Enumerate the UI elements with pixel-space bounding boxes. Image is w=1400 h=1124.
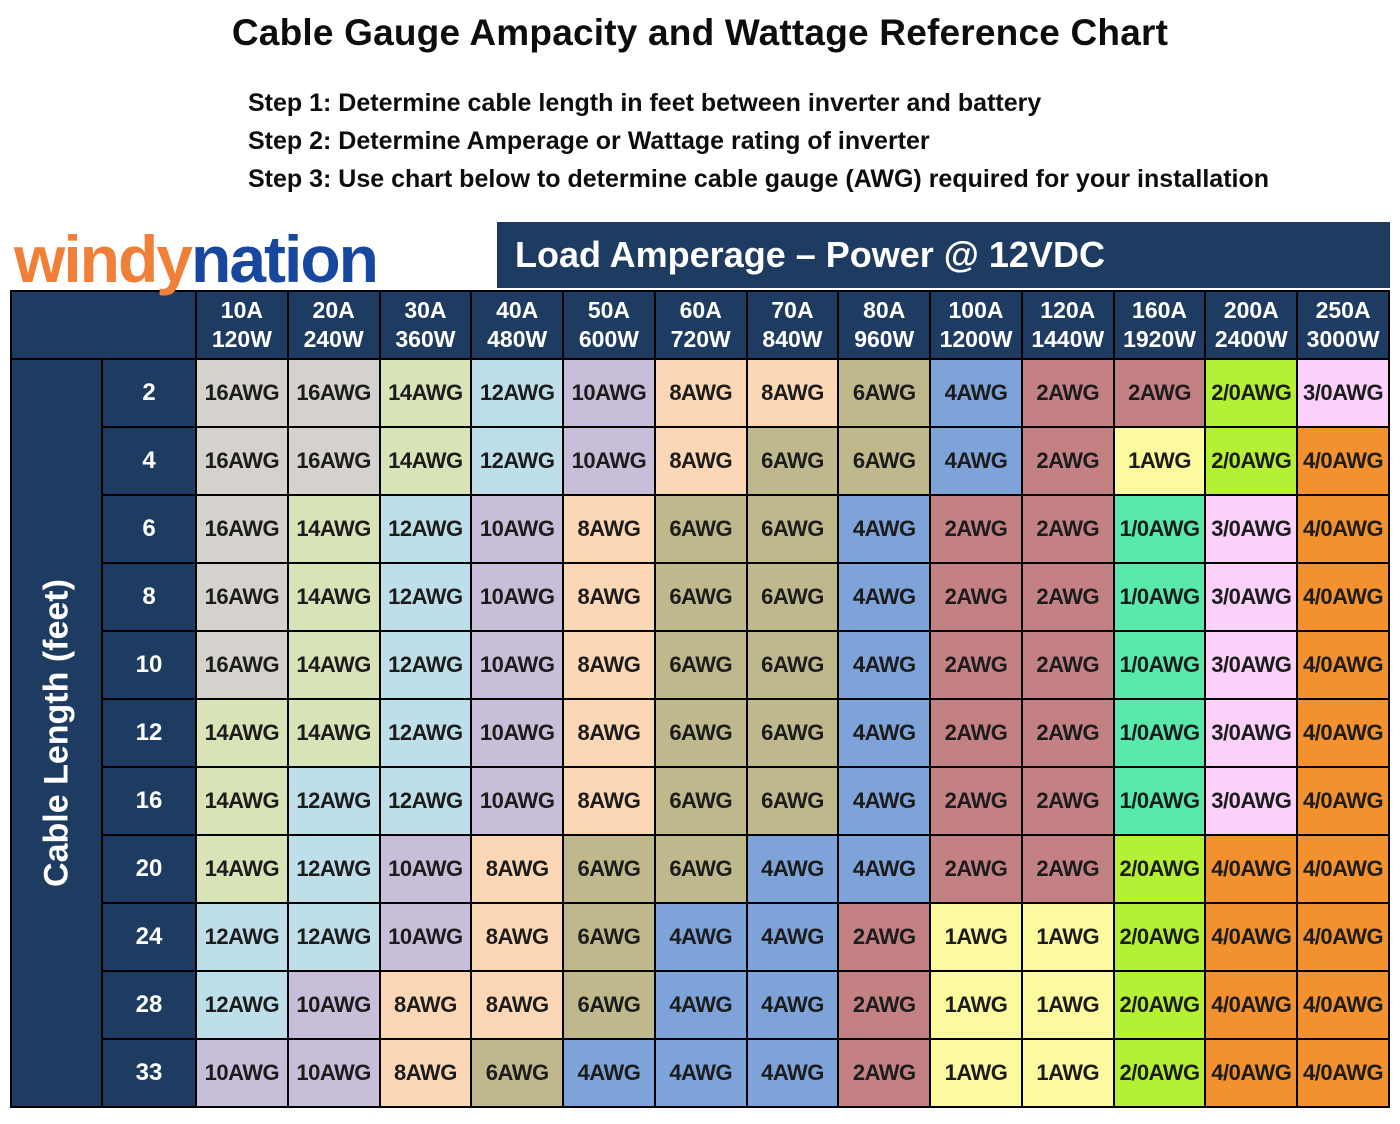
table-row [11, 359, 1389, 427]
gauge-cell: 14AWG [380, 427, 472, 495]
gauge-cell: 6AWG [655, 563, 747, 631]
gauge-cell: 2AWG [930, 631, 1022, 699]
col-header-120A [1022, 291, 1114, 359]
corner-cell [11, 291, 196, 359]
gauge-cell: 1AWG [1022, 971, 1114, 1039]
gauge-cell: 10AWG [471, 495, 563, 563]
table-row [11, 1039, 1389, 1107]
gauge-cell: 2AWG [930, 563, 1022, 631]
gauge-cell: 2AWG [930, 835, 1022, 903]
gauge-cell: 12AWG [288, 903, 380, 971]
amps-label: 160A [1132, 297, 1188, 323]
col-header-250A [1297, 291, 1389, 359]
load-amperage-banner [497, 222, 1390, 288]
gauge-cell: 2AWG [1022, 631, 1114, 699]
row-axis-label: Cable Length (feet) [37, 579, 75, 887]
gauge-cell: 3/0AWG [1205, 495, 1297, 563]
watts-label: 2400W [1214, 326, 1288, 352]
gauge-cell: 3/0AWG [1205, 631, 1297, 699]
amps-label: 10A [220, 297, 263, 323]
step-line-2: Step 2: Determine Amperage or Wattage rating of inverter [248, 127, 930, 155]
gauge-cell: 2AWG [838, 903, 930, 971]
gauge-cell: 4/0AWG [1205, 903, 1297, 971]
amps-label: 30A [404, 297, 447, 323]
watts-label: 1920W [1123, 326, 1196, 352]
table-row [11, 971, 1389, 1039]
step-line-1: Step 1: Determine cable length in feet between inverter and battery [248, 89, 1042, 117]
gauge-cell: 12AWG [380, 767, 472, 835]
gauge-cell: 4AWG [930, 359, 1022, 427]
gauge-cell: 8AWG [563, 563, 655, 631]
row-label-8: 8 [102, 563, 196, 631]
amps-label: 60A [679, 297, 722, 323]
gauge-cell: 14AWG [196, 835, 288, 903]
col-header-100A [930, 291, 1022, 359]
gauge-cell: 10AWG [380, 903, 472, 971]
watts-label: 1440W [1031, 326, 1105, 352]
gauge-cell: 6AWG [655, 835, 747, 903]
row-label-24: 24 [102, 903, 196, 971]
gauge-cell: 10AWG [380, 835, 472, 903]
gauge-cell: 2/0AWG [1205, 427, 1297, 495]
gauge-cell: 2AWG [1022, 767, 1114, 835]
gauge-cell: 2/0AWG [1114, 903, 1206, 971]
row-label-33: 33 [102, 1039, 196, 1107]
gauge-cell: 10AWG [563, 427, 655, 495]
gauge-cell: 12AWG [380, 563, 472, 631]
gauge-cell: 1AWG [930, 903, 1022, 971]
gauge-cell: 4/0AWG [1205, 1039, 1297, 1107]
logo-windy-text: windy [14, 222, 192, 296]
gauge-cell: 4/0AWG [1205, 971, 1297, 1039]
gauge-cell: 4AWG [747, 835, 839, 903]
gauge-cell: 4/0AWG [1205, 835, 1297, 903]
gauge-cell: 14AWG [288, 495, 380, 563]
gauge-cell: 4AWG [838, 835, 930, 903]
watts-label: 720W [670, 326, 731, 352]
gauge-cell: 8AWG [380, 1039, 472, 1107]
logo-nation-text: nation [191, 222, 377, 296]
amps-label: 40A [496, 297, 539, 323]
gauge-cell: 3/0AWG [1205, 699, 1297, 767]
gauge-cell: 2AWG [1022, 427, 1114, 495]
watts-label: 240W [303, 326, 364, 352]
gauge-cell: 4/0AWG [1297, 495, 1389, 563]
gauge-cell: 4AWG [655, 971, 747, 1039]
gauge-cell: 3/0AWG [1297, 359, 1389, 427]
gauge-cell: 12AWG [471, 359, 563, 427]
gauge-cell: 1AWG [930, 1039, 1022, 1107]
gauge-cell: 6AWG [747, 767, 839, 835]
gauge-cell: 1/0AWG [1114, 699, 1206, 767]
gauge-cell: 16AWG [288, 427, 380, 495]
amps-label: 50A [587, 297, 631, 323]
header-row [11, 291, 1389, 359]
gauge-cell: 1/0AWG [1114, 563, 1206, 631]
gauge-cell: 2/0AWG [1114, 1039, 1206, 1107]
gauge-cell: 3/0AWG [1205, 767, 1297, 835]
col-header-40A [471, 291, 563, 359]
gauge-cell: 2AWG [1114, 359, 1206, 427]
table-row [11, 495, 1389, 563]
col-header-10A [196, 291, 288, 359]
gauge-cell: 12AWG [288, 767, 380, 835]
table-row [11, 903, 1389, 971]
gauge-cell: 4AWG [655, 1039, 747, 1107]
gauge-cell: 4/0AWG [1297, 971, 1389, 1039]
gauge-cell: 4/0AWG [1297, 699, 1389, 767]
gauge-cell: 8AWG [471, 971, 563, 1039]
gauge-cell: 12AWG [196, 971, 288, 1039]
brand-row [10, 222, 1390, 296]
gauge-cell: 8AWG [471, 835, 563, 903]
gauge-cell: 4AWG [930, 427, 1022, 495]
gauge-cell: 10AWG [196, 1039, 288, 1107]
amps-label: 80A [863, 297, 906, 323]
gauge-cell: 1AWG [1022, 1039, 1114, 1107]
gauge-cell: 10AWG [471, 563, 563, 631]
row-axis-cell [11, 359, 102, 1107]
gauge-cell: 12AWG [196, 903, 288, 971]
gauge-cell: 8AWG [471, 903, 563, 971]
watts-label: 360W [395, 326, 456, 352]
gauge-cell: 6AWG [655, 699, 747, 767]
gauge-cell: 8AWG [380, 971, 472, 1039]
table-row [11, 427, 1389, 495]
row-label-6: 6 [102, 495, 196, 563]
gauge-cell: 1/0AWG [1114, 495, 1206, 563]
gauge-cell: 10AWG [563, 359, 655, 427]
gauge-cell: 16AWG [196, 427, 288, 495]
gauge-cell: 1AWG [930, 971, 1022, 1039]
windynation-logo [10, 222, 497, 296]
row-label-12: 12 [102, 699, 196, 767]
gauge-cell: 2AWG [930, 495, 1022, 563]
gauge-cell: 10AWG [288, 1039, 380, 1107]
gauge-cell: 16AWG [196, 495, 288, 563]
amps-label: 250A [1315, 297, 1371, 323]
gauge-cell: 2/0AWG [1114, 835, 1206, 903]
steps-block [248, 84, 1400, 198]
gauge-cell: 8AWG [563, 631, 655, 699]
row-label-10: 10 [102, 631, 196, 699]
gauge-cell: 16AWG [196, 563, 288, 631]
gauge-cell: 16AWG [288, 359, 380, 427]
gauge-cell: 1/0AWG [1114, 631, 1206, 699]
gauge-cell: 6AWG [563, 971, 655, 1039]
gauge-cell: 2AWG [1022, 835, 1114, 903]
table-body [11, 359, 1389, 1107]
table-row [11, 835, 1389, 903]
gauge-cell: 4AWG [838, 631, 930, 699]
gauge-cell: 8AWG [563, 495, 655, 563]
gauge-cell: 4/0AWG [1297, 835, 1389, 903]
gauge-cell: 1AWG [1114, 427, 1206, 495]
col-header-80A [838, 291, 930, 359]
gauge-cell: 2AWG [838, 971, 930, 1039]
gauge-cell: 4AWG [563, 1039, 655, 1107]
gauge-cell: 6AWG [838, 427, 930, 495]
gauge-cell: 4/0AWG [1297, 1039, 1389, 1107]
gauge-cell: 10AWG [288, 971, 380, 1039]
gauge-cell: 8AWG [563, 767, 655, 835]
gauge-cell: 12AWG [380, 631, 472, 699]
gauge-cell: 8AWG [655, 427, 747, 495]
gauge-cell: 4/0AWG [1297, 903, 1389, 971]
gauge-cell: 8AWG [655, 359, 747, 427]
gauge-cell: 14AWG [380, 359, 472, 427]
amps-label: 20A [312, 297, 355, 323]
gauge-cell: 6AWG [563, 835, 655, 903]
gauge-cell: 6AWG [838, 359, 930, 427]
table-header [11, 291, 1389, 359]
gauge-cell: 2AWG [1022, 699, 1114, 767]
gauge-cell: 3/0AWG [1205, 563, 1297, 631]
gauge-cell: 4AWG [747, 971, 839, 1039]
step-line-3: Step 3: Use chart below to determine cable gauge (AWG) required for your installation [248, 165, 1270, 193]
ampacity-table [10, 290, 1390, 1108]
gauge-cell: 2AWG [838, 1039, 930, 1107]
col-header-20A [288, 291, 380, 359]
gauge-cell: 10AWG [471, 699, 563, 767]
gauge-cell: 14AWG [288, 563, 380, 631]
gauge-cell: 6AWG [747, 563, 839, 631]
gauge-cell: 14AWG [288, 631, 380, 699]
gauge-cell: 4AWG [838, 699, 930, 767]
col-header-200A [1205, 291, 1297, 359]
gauge-cell: 2AWG [1022, 495, 1114, 563]
watts-label: 120W [211, 326, 272, 352]
gauge-cell: 4/0AWG [1297, 563, 1389, 631]
gauge-cell: 2AWG [930, 699, 1022, 767]
amps-label: 120A [1040, 297, 1096, 323]
gauge-cell: 6AWG [563, 903, 655, 971]
row-label-2: 2 [102, 359, 196, 427]
gauge-cell: 6AWG [747, 699, 839, 767]
gauge-cell: 2/0AWG [1205, 359, 1297, 427]
gauge-cell: 12AWG [380, 495, 472, 563]
windynation-logo-text [14, 222, 377, 296]
table-row [11, 767, 1389, 835]
table-row [11, 631, 1389, 699]
gauge-cell: 10AWG [471, 767, 563, 835]
watts-label: 3000W [1306, 326, 1380, 352]
gauge-cell: 2AWG [930, 767, 1022, 835]
gauge-cell: 6AWG [747, 427, 839, 495]
watts-label: 960W [854, 326, 915, 352]
row-label-20: 20 [102, 835, 196, 903]
gauge-cell: 16AWG [196, 359, 288, 427]
gauge-cell: 4/0AWG [1297, 427, 1389, 495]
gauge-cell: 12AWG [288, 835, 380, 903]
table-row [11, 699, 1389, 767]
gauge-cell: 6AWG [655, 631, 747, 699]
gauge-cell: 10AWG [471, 631, 563, 699]
gauge-cell: 12AWG [471, 427, 563, 495]
gauge-cell: 4AWG [655, 903, 747, 971]
gauge-cell: 4AWG [747, 1039, 839, 1107]
watts-label: 1200W [939, 326, 1013, 352]
gauge-cell: 2AWG [1022, 563, 1114, 631]
gauge-cell: 14AWG [196, 767, 288, 835]
col-header-60A [655, 291, 747, 359]
watts-label: 840W [762, 326, 823, 352]
gauge-cell: 8AWG [563, 699, 655, 767]
gauge-cell: 14AWG [196, 699, 288, 767]
gauge-cell: 4AWG [838, 563, 930, 631]
gauge-cell: 4/0AWG [1297, 631, 1389, 699]
col-header-70A [747, 291, 839, 359]
gauge-cell: 2AWG [1022, 359, 1114, 427]
row-label-28: 28 [102, 971, 196, 1039]
gauge-cell: 6AWG [655, 767, 747, 835]
amps-label: 70A [771, 297, 814, 323]
watts-label: 480W [487, 326, 548, 352]
gauge-cell: 6AWG [471, 1039, 563, 1107]
gauge-cell: 6AWG [747, 631, 839, 699]
gauge-cell: 6AWG [655, 495, 747, 563]
banner-title: Load Amperage – Power @ 12VDC [515, 234, 1105, 275]
gauge-cell: 1AWG [1022, 903, 1114, 971]
col-header-50A [563, 291, 655, 359]
col-header-30A [380, 291, 472, 359]
gauge-cell: 4/0AWG [1297, 767, 1389, 835]
page-title: Cable Gauge Ampacity and Wattage Reference Chart [231, 12, 1169, 53]
table-row [11, 563, 1389, 631]
gauge-cell: 4AWG [838, 767, 930, 835]
gauge-cell: 4AWG [747, 903, 839, 971]
col-header-160A [1114, 291, 1206, 359]
gauge-cell: 4AWG [838, 495, 930, 563]
gauge-cell: 1/0AWG [1114, 767, 1206, 835]
gauge-cell: 12AWG [380, 699, 472, 767]
gauge-cell: 6AWG [747, 495, 839, 563]
gauge-cell: 8AWG [747, 359, 839, 427]
gauge-cell: 16AWG [196, 631, 288, 699]
row-label-16: 16 [102, 767, 196, 835]
row-label-4: 4 [102, 427, 196, 495]
amps-label: 100A [948, 297, 1004, 323]
gauge-cell: 2/0AWG [1114, 971, 1206, 1039]
watts-label: 600W [578, 326, 639, 352]
gauge-cell: 14AWG [288, 699, 380, 767]
amps-label: 200A [1223, 297, 1279, 323]
